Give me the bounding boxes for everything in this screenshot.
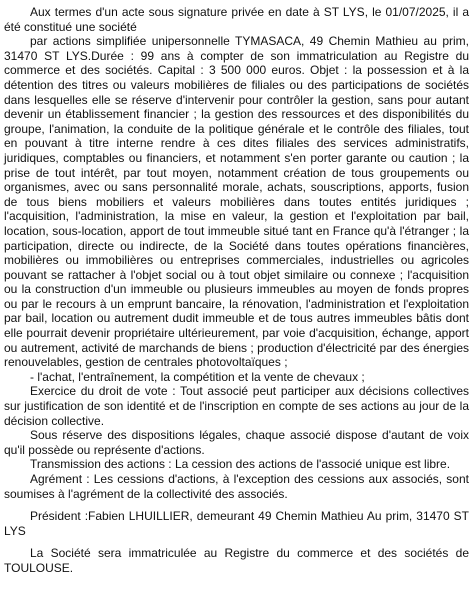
paragraph-share-transfer: Transmission des actions : La cession des actions de l'associé unique est libre. [30,457,451,472]
paragraph-president: Président :Fabien LHUILLIER, demeurant 49 Chemin Mathieu Au prim, 31470 ST LYS [4,509,469,538]
paragraph-approval: Agrément : Les cessions d'actions, à l'exception des cessions aux associés, sont soumises à l'agrément de la collectivité des associés. [4,472,469,501]
paragraph-registration: La Société sera immatriculée au Registre du commerce et des sociétés de TOULOUSE. [4,546,469,575]
paragraph-horses: - l'achat, l'entraînement, la compétition et la vente de chevaux ; [30,369,365,384]
paragraph-constitution: Aux termes d'un acte sous signature privée en date à ST LYS, le 01/07/2025, il a été constitué une société [4,5,469,34]
paragraph-voting-rights: Exercice du droit de vote : Tout associé peut participer aux décisions collectives sur justification de son identité et de l'inscription en compte de ses actions au jour de la décision collective. [4,384,469,428]
paragraph-company-details: par actions simplifiée unipersonnelle TYMASACA, 49 Chemin Mathieu au prim, 31470 ST LYS.Durée : 99 ans à compter de son immatriculation au Registre du commerce et des sociétés. Capital : 3 500 000 euros. Objet : la possession et à la détention des titres ou valeurs mobilières de filiales ou des participations de sociétés dans lesquelles elle se réserve d'intervenir pour contrôler la gestion, sans pour autant devenir un établissement financier ; la gestion des ressources et des disponibilités du groupe, l'animation, la conduite de la politique générale et le contrôle des filiales, tout en pouvant à titre interne rendre à ces dites filiales des services administratifs, juridiques, comptables ou financiers, et notamment s'en porter garante ou caution ; la prise de tout intérêt, par tout moyen, notamment création de tous groupements ou organismes, avec ou sans personnalité morale, achats, souscriptions, apports, fusion de tous biens mobiliers et valeurs mobilières dans toutes entités juridiques ; l'acquisition, l'administration, la mise en valeur, la gestion et l'exploitation par bail, location, sous-location, apport de tout immeuble situé tant en France qu'à l'étranger ; la participation, directe ou indirecte, de la Société dans toutes opérations financières, mobilières ou immobilières ou entreprises commerciales, industrielles ou agricoles pouvant se rattacher à l'objet social ou à tout objet similaire ou connexe ; l'acquisition ou la construction d'un immeuble ou plusieurs immeubles au moyen de fonds propres ou par le recours à un emprunt bancaire, la rénovation, l'administration et l'exploitation par bail, location ou autrement dudit immeuble et de tous autres immeubles bâtis dont elle pourrait devenir propriétaire ultérieurement, par voie d'acquisition, échange, apport ou autrement, activité de marchands de biens ; production d'électricité par des énergies renouvelables, gestion de centrales photovoltaïques ; [4,34,469,370]
legal-notice [4,5,469,576]
paragraph-votes: Sous réserve des dispositions légales, chaque associé dispose d'autant de voix qu'il possède ou représente d'actions. [4,428,469,457]
